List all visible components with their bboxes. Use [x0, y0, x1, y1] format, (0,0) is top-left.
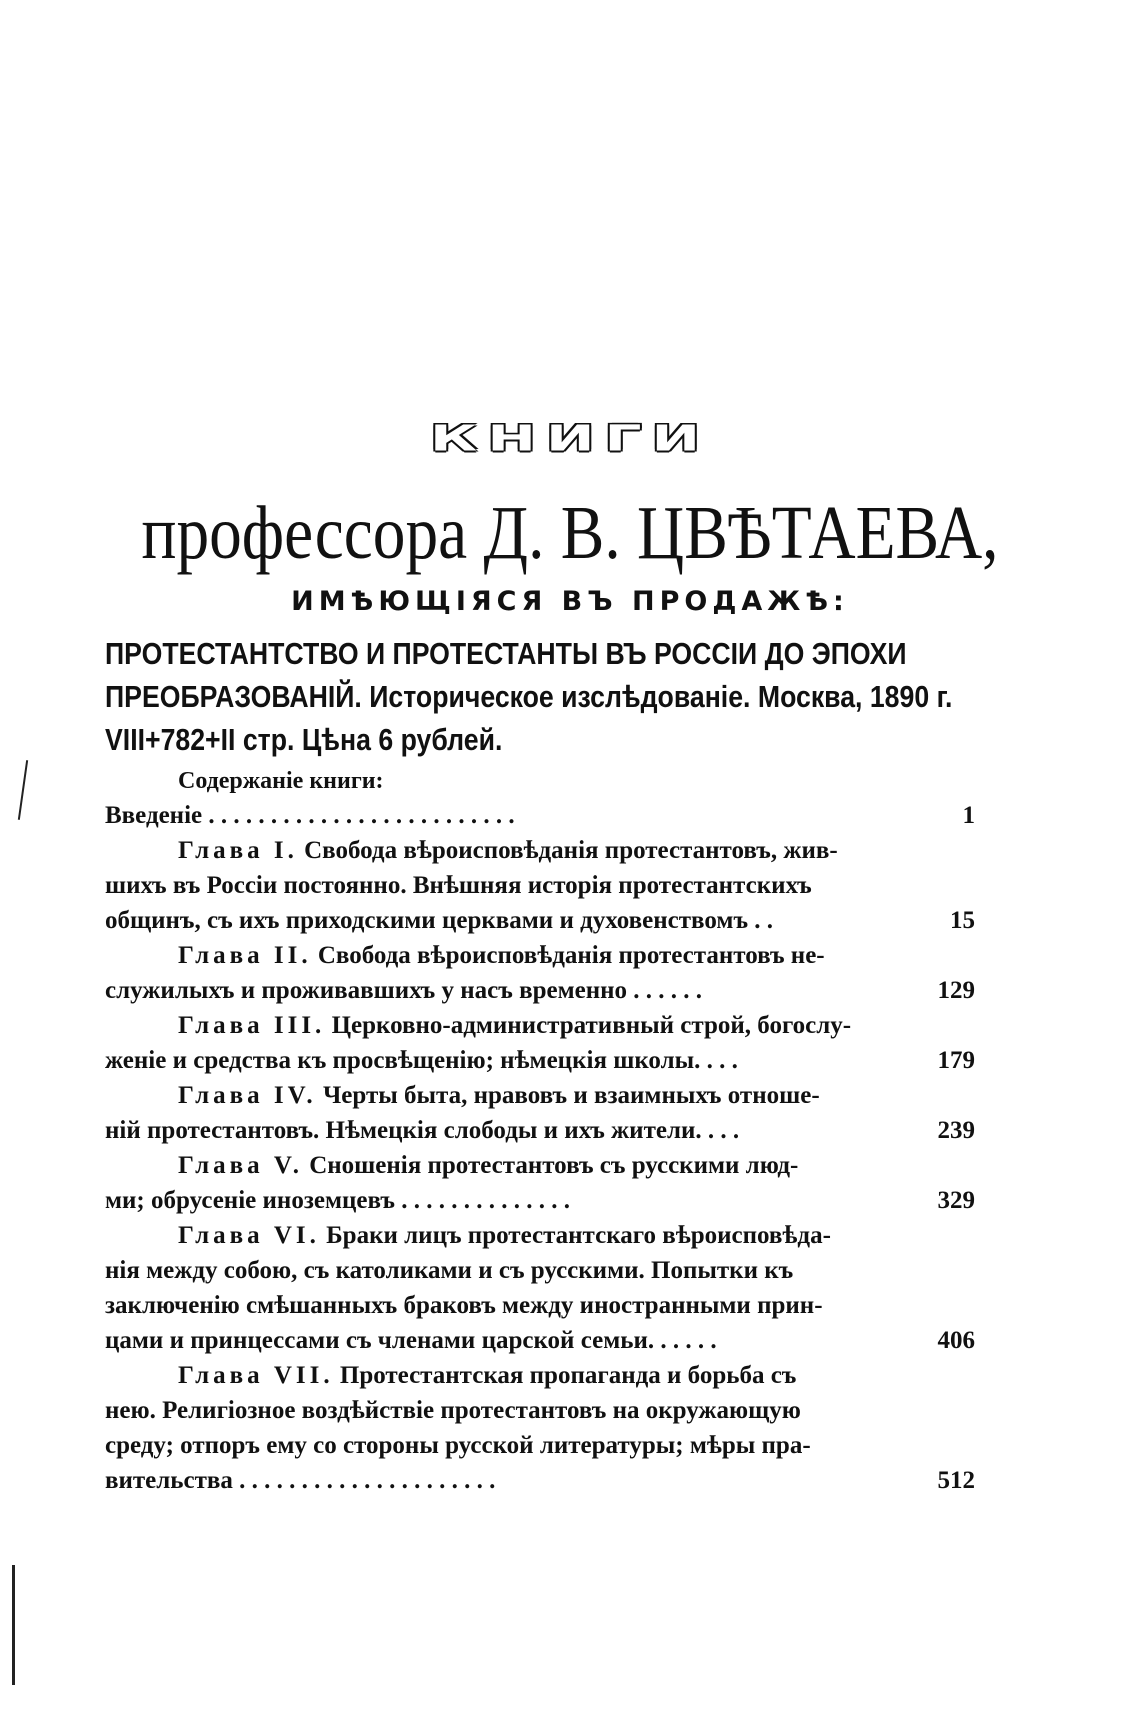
- page-number: 406: [937, 1327, 975, 1354]
- toc-line: [105, 868, 975, 903]
- chapter-label: Глава VII.: [178, 1362, 334, 1389]
- toc-line: [105, 1218, 975, 1253]
- toc-line: [105, 903, 975, 938]
- toc-line-text: [105, 1043, 738, 1078]
- toc-line: [105, 1393, 975, 1428]
- toc-line: [105, 1428, 975, 1463]
- book-title-line-3: VIII+782+II стр. Цѣна 6 рублей.: [105, 722, 503, 757]
- toc-line: [105, 973, 975, 1008]
- toc-entry-text: Свобода вѣроисповѣданія протестантовъ не-: [317, 942, 825, 969]
- books-heading: КНИГИ: [430, 416, 710, 460]
- toc-entry-text: Свобода вѣроисповѣданія протестантовъ, жив-: [304, 837, 838, 864]
- toc-line: [105, 938, 975, 973]
- on-sale-heading: ИМѢЮЩІЯСЯ ВЪ ПРОДАЖѢ:: [291, 586, 849, 617]
- toc-entry-text: среду; отпоръ ему со стороны русской литературы; мѣры пра-: [105, 1432, 811, 1459]
- toc-line-text: [178, 938, 825, 973]
- toc-line-text: [178, 833, 838, 868]
- toc-line: [105, 1358, 975, 1393]
- toc-line-text: [178, 1078, 820, 1113]
- toc-line-text: [105, 1393, 801, 1428]
- toc-entry-text: вительства: [105, 1467, 233, 1494]
- leader-dots: . .: [754, 907, 774, 934]
- chapter-label: Глава I.: [178, 837, 298, 864]
- toc-line: [105, 1008, 975, 1043]
- page-number: 512: [937, 1467, 975, 1494]
- toc-line-text: [178, 1358, 796, 1393]
- toc-entry-text: нія между собою, съ католиками и съ русскими. Попытки къ: [105, 1257, 794, 1284]
- toc-entry-text: Черты быта, нравовъ и взаимныхъ отноше-: [322, 1082, 820, 1109]
- toc-line-text: [105, 1463, 495, 1498]
- toc-line-text: [178, 1148, 798, 1183]
- toc-line-text: [105, 1183, 570, 1218]
- leader-dots: . . . . . . . . . . . . . . . . . . . . . . . . .: [208, 802, 515, 829]
- toc-line-text: [105, 1253, 793, 1288]
- toc-line-text: [105, 903, 773, 938]
- author-heading: профессора Д. В. ЦВѢТАЕВА,: [141, 491, 999, 575]
- book-title-line-1: ПРОТЕСТАНТСТВО И ПРОТЕСТАНТЫ ВЪ РОССІИ ДО ЭПОХИ: [105, 636, 907, 671]
- toc-line-text: [105, 1323, 717, 1358]
- toc-line-text: [105, 973, 702, 1008]
- toc-entry-text: шихъ въ Россіи постоянно. Внѣшняя исторія протестантскихъ: [105, 872, 812, 899]
- toc-line-text: [105, 1428, 811, 1463]
- toc-line: [105, 1323, 975, 1358]
- toc-line-text: [105, 1113, 739, 1148]
- table-of-contents: [105, 798, 975, 1498]
- page-number: 179: [937, 1047, 975, 1074]
- chapter-label: Глава VI.: [178, 1222, 320, 1249]
- toc-entry-text: женіе и средства къ просвѣщенію; нѣмецкія школы.: [105, 1047, 701, 1074]
- toc-entry-text: Церковно-административный строй, богослу-: [331, 1012, 852, 1039]
- page-number: 329: [937, 1187, 975, 1214]
- toc-line: [105, 1253, 975, 1288]
- toc-line: [105, 798, 975, 833]
- toc-line: [105, 1078, 975, 1113]
- toc-entry-text: ми; обрусеніе иноземцевъ: [105, 1187, 395, 1214]
- leader-dots: . . . . . . . . . . . . . .: [401, 1187, 570, 1214]
- toc-line: [105, 1288, 975, 1323]
- toc-entry-text: цами и принцессами съ членами царской семьи.: [105, 1327, 655, 1354]
- leader-dots: . . . . . .: [633, 977, 703, 1004]
- toc-entry-text: ній протестантовъ. Нѣмецкія слободы и ихъ жители.: [105, 1117, 702, 1144]
- page-number: 1: [962, 802, 975, 829]
- toc-line: [105, 1043, 975, 1078]
- toc-entry-text: общинъ, съ ихъ приходскими церквами и духовенствомъ: [105, 907, 749, 934]
- toc-line: [105, 1183, 975, 1218]
- toc-line: [105, 1113, 975, 1148]
- toc-entry-text: Введеніе: [105, 802, 203, 829]
- page-number: 129: [937, 977, 975, 1004]
- book-title: [105, 632, 987, 761]
- toc-line-text: [105, 868, 812, 903]
- toc-line-text: [178, 1008, 851, 1043]
- scan-margin-mark: [18, 760, 28, 820]
- chapter-label: Глава IV.: [178, 1082, 317, 1109]
- leader-dots: . . .: [706, 1047, 738, 1074]
- scan-margin-mark: [12, 1565, 15, 1685]
- leader-dots: . . .: [707, 1117, 740, 1144]
- leader-dots: . . . . .: [660, 1327, 717, 1354]
- chapter-label: Глава III.: [178, 1012, 326, 1039]
- toc-entry-text: Протестантская пропаганда и борьба съ: [339, 1362, 797, 1389]
- toc-entry-text: нею. Религіозное воздѣйствіе протестантовъ на окружающую: [105, 1397, 801, 1424]
- book-title-line-2: ПРЕОБРАЗОВАНІЙ. Историческое изслѣдованіе. Москва, 1890 г.: [105, 679, 953, 714]
- page-number: 239: [937, 1117, 975, 1144]
- contents-label: Содержаніе книги:: [178, 768, 384, 794]
- toc-line: [105, 1463, 975, 1498]
- toc-line-text: [105, 798, 515, 833]
- page-number: 15: [950, 907, 975, 934]
- toc-entry-text: заключенію смѣшанныхъ браковъ между иностранными прин-: [105, 1292, 823, 1319]
- toc-entry-text: Браки лицъ протестантскаго вѣроисповѣда-: [326, 1222, 831, 1249]
- chapter-label: Глава V.: [178, 1152, 303, 1179]
- leader-dots: . . . . . . . . . . . . . . . . . . . . .: [239, 1467, 496, 1494]
- toc-entry-text: Сношенія протестантовъ съ русскими люд-: [309, 1152, 799, 1179]
- chapter-label: Глава II.: [178, 942, 312, 969]
- toc-line: [105, 833, 975, 868]
- toc-line: [105, 1148, 975, 1183]
- toc-line-text: [178, 1218, 831, 1253]
- toc-line-text: [105, 1288, 823, 1323]
- toc-entry-text: служилыхъ и проживавшихъ у насъ временно: [105, 977, 628, 1004]
